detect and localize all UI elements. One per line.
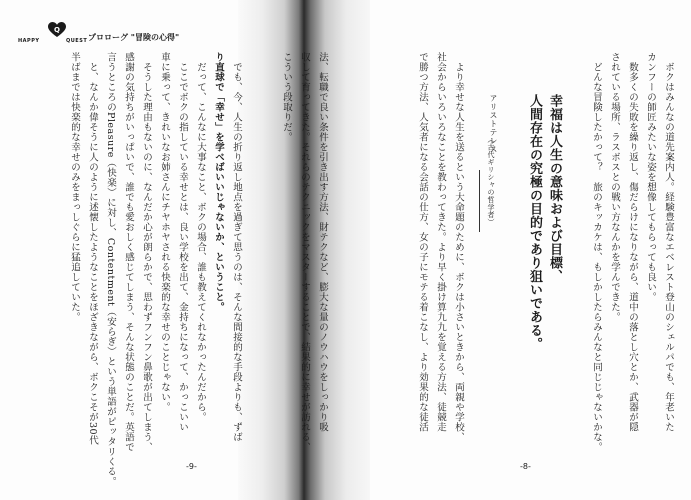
left-body-line-6: そうした理由もないのに、なんだか心が朗らかで、思わずフンフン鼻歌が出てしまう、 <box>141 62 152 452</box>
left-body-top-2: 収して育ってきた。それらのテクニックをマスターすることで、結果的に幸せが訪れる、 <box>299 52 310 452</box>
right-paragraph-4: されている場所、ラスボスとの戦い方なんかを学んできた。 <box>609 52 620 322</box>
page-number-left: -9- <box>186 462 197 471</box>
attribution-name: アリストテレス <box>489 94 498 154</box>
left-body-line-9: と、なんか偉そうに人のように述懐したようなことをほざきながら、ボクこそが30代 <box>87 62 98 446</box>
right-body-line-3: で勝つ方法、人気者になる会話の仕方、女の子にモテる着こなし、より効果的な徒活 <box>417 52 428 432</box>
heart-logo-icon <box>48 22 66 38</box>
left-body-top-3: こういう段取りだ。 <box>281 52 292 142</box>
right-paragraph-5: どんな冒険したかって？ 旅のキッカケは、もしかしたらみんなと同じじゃないかな。 <box>591 62 602 452</box>
right-paragraph-3: 数多くの失敗を繰り返し、傷だらけになりながら、道中の落とし穴とか、武器が隠 <box>627 62 638 432</box>
left-body-line-5: 車に乗って、きれいなお姉さんにチヤホヤされる快楽的な幸せのことじゃない。 <box>159 52 170 412</box>
page-number-right: -8- <box>520 462 531 471</box>
right-body-line-2: 社会からいろいろなことを教わってきた。より早く掛け算九九を覚える方法、徒競走 <box>435 52 446 432</box>
left-body-top-1: 法、転職で良い条件を引き出す方法、財テクなど、膨大な量のノウハウをしっかり吸 <box>317 52 328 432</box>
attribution-note: （古代ギリシャの哲学者） <box>487 136 495 226</box>
section-title: プロローグ "冒険の心得" <box>88 33 180 42</box>
left-body-line-7: 感謝の気持ちがいっぱいで、誰でも愛おしく感じてしまう、そんな状態のことだ。英語で <box>123 52 134 452</box>
logo-quest-text: QUEST <box>66 38 88 44</box>
right-paragraph-2: カンフーの師匠みたいな姿を想像してもらっても良い。 <box>645 52 656 302</box>
logo-happy-text: HAPPY <box>18 38 40 44</box>
quote-line-1: 幸福は人生の意味および目標、 <box>547 94 562 283</box>
left-body-line-2: り直球で「幸せ」を学べばいいじゃないか、ということ。 <box>213 52 224 312</box>
left-body-line-4: ここでボクの指している幸せとは、良い学校を出て、金持ちになって、かっこいい <box>177 62 188 432</box>
left-body-line-3: だって、こんなに大事なこと、ボクの場合、誰も教えてくれなかったんだから。 <box>195 62 206 422</box>
quote-line-2: 人間存在の究極の目的であり狙いである。 <box>527 94 542 351</box>
left-body-line-1: でも、今、人生の折り返し地点を過ぎて思うのは、そんな間接的な手段よりも、ずば <box>231 62 242 442</box>
right-body-line-1: より幸せな人生を送るという大命題のために、ボクは小さいときから、両親や学校、 <box>453 62 464 442</box>
logo-mark-letter: Q <box>54 26 60 34</box>
attribution-rule <box>479 170 480 232</box>
left-body-line-8: 言うところのPleasure（快楽）に対し、Contentment（安らぎ）という単語がピッタリくる。 <box>105 52 116 487</box>
right-paragraph-1: ボクはみんなの道先案内人。経験豊富なエベレスト登山のシェルパでも、年老いた <box>663 62 674 432</box>
left-body-line-10: 半ばまでは快楽的な幸せのみをまっしぐらに猛追していた。 <box>69 52 80 322</box>
